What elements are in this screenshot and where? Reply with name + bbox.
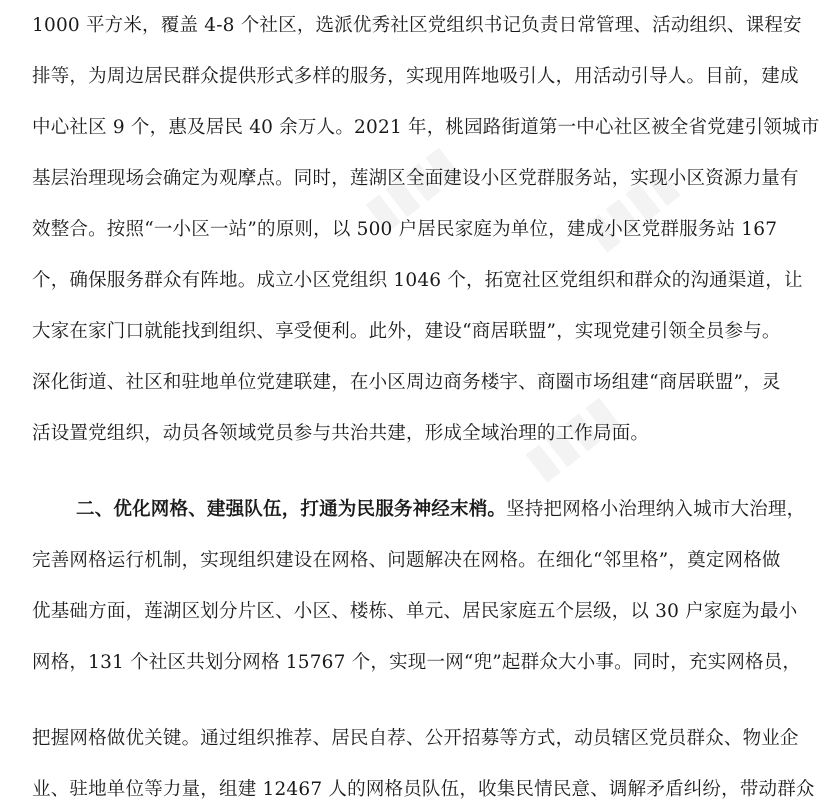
paragraph-line: 效整合。按照“一小区一站”的原则，以 500 户居民家庭为单位，建成小区党群服务站 167 bbox=[32, 219, 778, 240]
section-heading: 二、优化网格、建强队伍，打通为民服务神经末梢。 bbox=[76, 499, 507, 520]
paragraph-line: 中心社区 9 个，惠及居民 40 余万人。2021 年，桃园路街道第一中心社区被全省党建引领城市 bbox=[32, 117, 819, 138]
paragraph-line: 1000 平方米，覆盖 4-8 个社区，选派优秀社区党组织书记负责日常管理、活动组织、课程安 bbox=[32, 15, 802, 36]
watermark-mark: ▮▮▮▮ bbox=[354, 134, 468, 240]
paragraph-line: 大家在家门口就能找到组织、享受便利。此外，建设“商居联盟”，实现党建引领全员参与。 bbox=[32, 321, 781, 342]
watermark-mark: ▮▮▮▮ bbox=[574, 154, 688, 260]
paragraph-line: 优基础方面，莲湖区划分片区、小区、楼栋、单元、居民家庭五个层级，以 30 户家庭为最小 bbox=[32, 601, 798, 622]
section-heading-line bbox=[32, 490, 806, 530]
paragraph-line: 业、驻地单位等力量，组建 12467 人的网格员队伍，收集民情民意、调解矛盾纠纷，带动群众 bbox=[32, 779, 815, 800]
paragraph-line: 活设置党组织，动员各领域党员参与共治共建，形成全域治理的工作局面。 bbox=[32, 423, 650, 444]
section-heading-text: 坚持把网格小治理纳入城市大治理， bbox=[506, 499, 806, 520]
paragraph-line: 深化街道、社区和驻地单位党建联建，在小区周边商务楼宇、商圈市场组建“商居联盟”，灵 bbox=[32, 372, 781, 393]
paragraph-line: 网格，131 个社区共划分网格 15767 个，实现一网“兜”起群众大小事。同时，充实网格员， bbox=[32, 652, 802, 673]
paragraph-line: 把握网格做优关键。通过组织推荐、居民自荐、公开招募等方式，动员辖区党员群众、物业企 bbox=[32, 728, 799, 749]
paragraph-line: 基层治理现场会确定为观摩点。同时，莲湖区全面建设小区党群服务站，实现小区资源力量有 bbox=[32, 168, 799, 189]
paragraph-line: 排等，为周边居民群众提供形式多样的服务，实现用阵地吸引人，用活动引导人。目前，建成 bbox=[32, 66, 799, 87]
paragraph-line: 个，确保服务群众有阵地。成立小区党组织 1046 个，拓宽社区党组织和群众的沟通渠道，让 bbox=[32, 270, 803, 291]
paragraph-line: 完善网格运行机制，实现组织建设在网格、问题解决在网格。在细化“邻里格”，奠定网格做 bbox=[32, 550, 781, 571]
watermark-mark: ▮▮▮▮ bbox=[514, 384, 628, 490]
